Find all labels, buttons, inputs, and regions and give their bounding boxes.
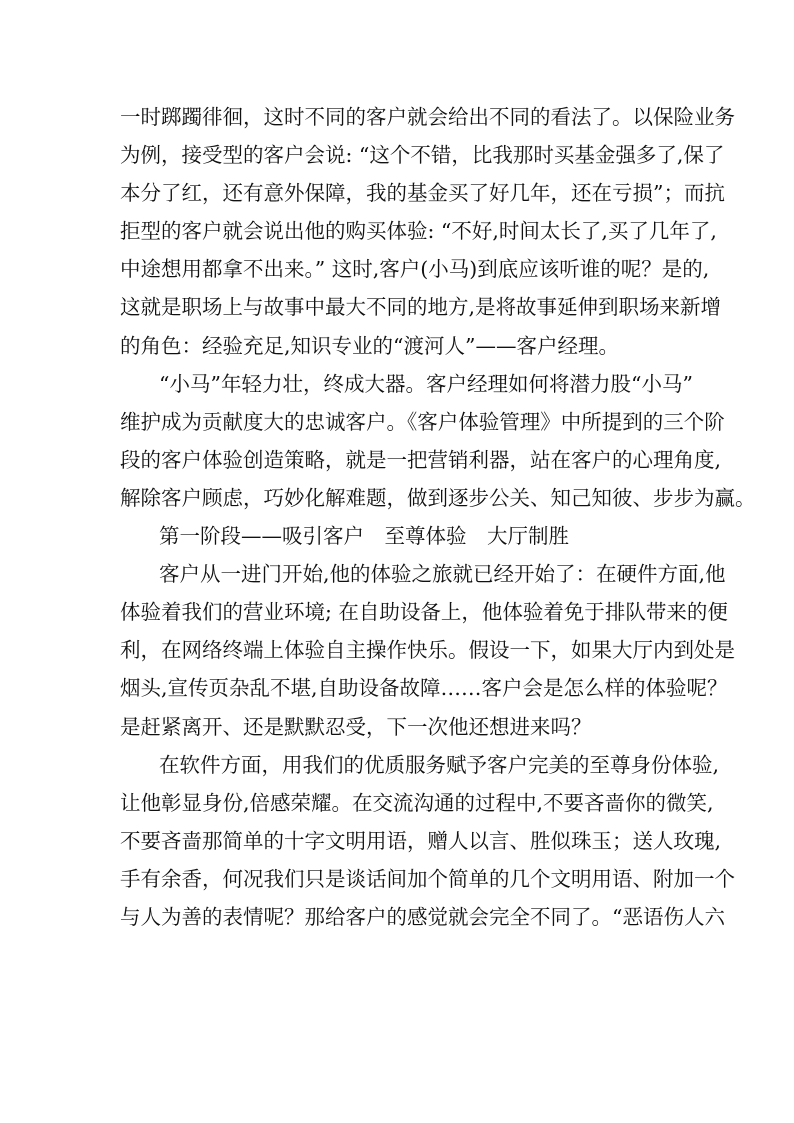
paragraph-start-line: 客户从一进门开始,他的体验之旅就已经开始了：在硬件方面,他: [159, 562, 726, 587]
text-line: 不要吝啬那简单的十字文明用语，赠人以言、胜似珠玉；送人玫瑰,: [120, 828, 722, 853]
text-line: 的角色：经验充足,知识专业的“渡河人”——客户经理。: [120, 333, 619, 358]
text-line: 这就是职场上与故事中最大不同的地方,是将故事延伸到职场来新增: [120, 295, 722, 320]
text-line: 烟头,宣传页杂乱不堪,自助设备故障……客户会是怎么样的体验呢？: [120, 676, 728, 701]
document-body: [120, 98, 756, 936]
text-line: 体验着我们的营业环境; 在自助设备上，他体验着免于排队带来的便: [120, 600, 728, 625]
text-line: 为例，接受型的客户会说: “这个不错，比我那时买基金强多了,保了: [120, 143, 725, 168]
text-line: 拒型的客户就会说出他的购买体验: “不好,时间太长了,买了几年了,: [120, 219, 717, 244]
text-line: 与人为善的表情呢？那给客户的感觉就会完全不同了。“恶语伤人六: [120, 904, 725, 929]
text-line: 段的客户体验创造策略，就是一把营销利器，站在客户的心理角度,: [120, 447, 722, 472]
text-line: 维护成为贡献度大的忠诚客户。《客户体验管理》中所提到的三个阶: [120, 409, 725, 434]
text-line: 利，在网络终端上体验自主操作快乐。假设一下，如果大厅内到处是: [120, 638, 735, 663]
text-line: 让他彰显身份,倍感荣耀。在交流沟通的过程中,不要吝啬你的微笑,: [120, 790, 714, 815]
text-line: 手有余香，何况我们只是谈话间加个简单的几个文明用语、附加一个: [120, 866, 735, 891]
paragraph-start-line: 在软件方面，用我们的优质服务赋予客户完美的至尊身份体验,: [159, 752, 720, 777]
text-line: 解除客户顾虑，巧妙化解难题，做到逐步公关、知己知彼、步步为赢。: [120, 485, 756, 510]
text-line: 本分了红，还有意外保障，我的基金买了好几年，还在亏损”；而抗: [120, 181, 725, 206]
paragraph-start-line: “小马”年轻力壮，终成大器。客户经理如何将潜力股“小马”: [159, 371, 693, 396]
text-line: 一时踯躅徘徊，这时不同的客户就会给出不同的看法了。以保险业务: [120, 105, 735, 129]
text-line: 是赶紧离开、还是默默忍受，下一次他还想进来吗？: [120, 714, 592, 739]
section-heading: 第一阶段——吸引客户 至尊体验 大厅制胜: [159, 524, 569, 549]
text-line: 中途想用都拿不出来。” 这时,客户(小马)到底应该听谁的呢？是的,: [120, 257, 710, 282]
